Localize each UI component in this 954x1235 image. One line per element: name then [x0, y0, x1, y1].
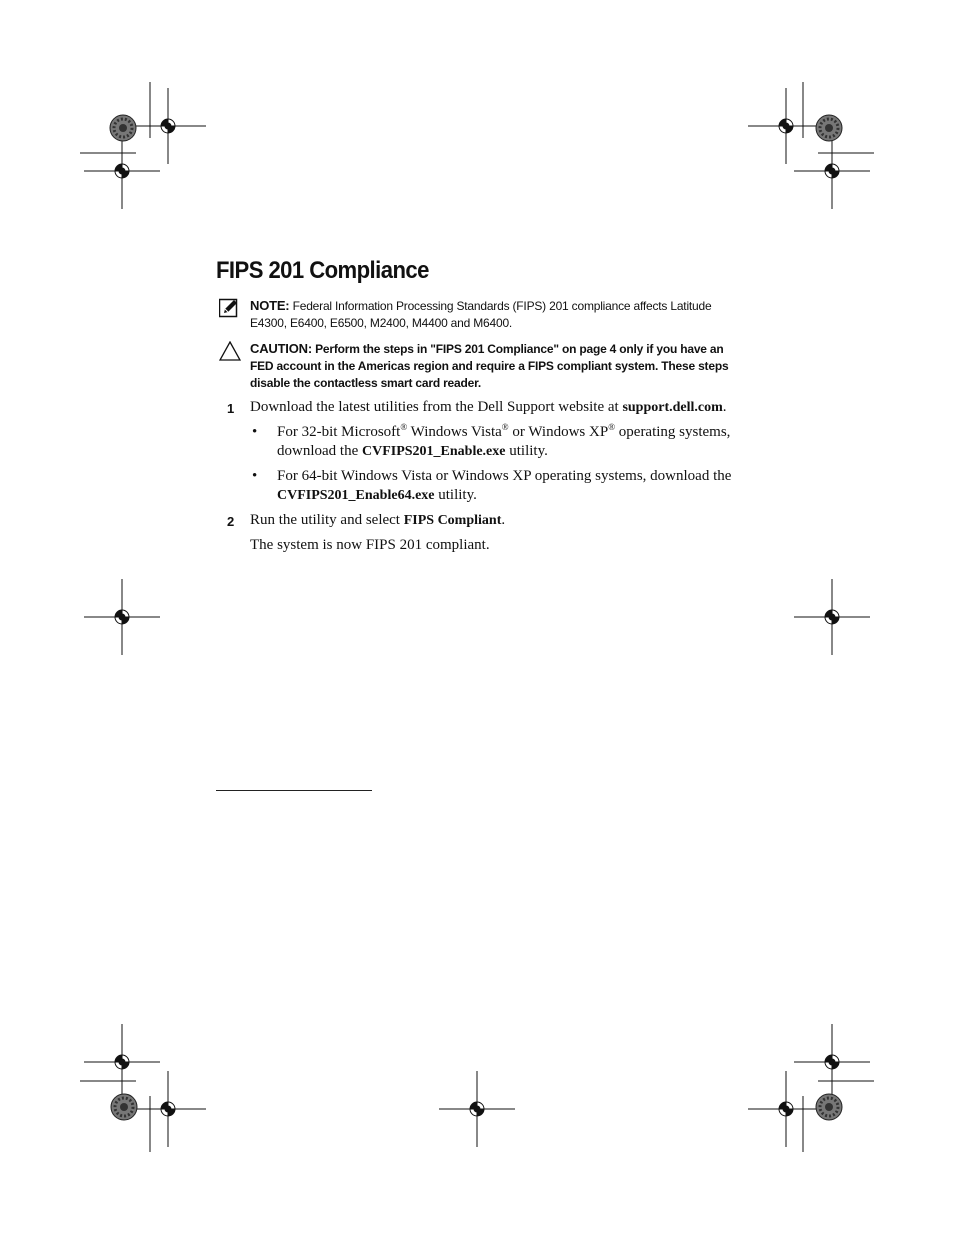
step-text-end: . [501, 512, 506, 528]
result-paragraph: The system is now FIPS 201 compliant. [250, 537, 490, 553]
bullet-64bit [216, 467, 746, 505]
bullet-text: utility. [434, 487, 477, 503]
caution-box [216, 340, 746, 392]
footnote-rule [216, 790, 372, 791]
bullet-text: For 64-bit Windows Vista or Windows XP operating systems, download the [277, 468, 732, 484]
caution-triangle-icon [219, 341, 241, 361]
registration-mark-top-left-a [130, 88, 206, 164]
note-pencil-icon [219, 298, 239, 318]
registration-mark-bottom-left-b [130, 1071, 206, 1147]
step-text-end: . [722, 399, 727, 415]
page-content [216, 256, 746, 555]
registration-mark-middle-left [84, 579, 160, 655]
bullet-32bit [216, 423, 746, 461]
color-bar-bottom-right [816, 1094, 842, 1120]
step-text: Download the latest utilities from the Dell Support website at [250, 399, 619, 415]
step-number: 1 [227, 401, 235, 416]
utility-filename-32: CVFIPS201_Enable.exe [361, 444, 506, 459]
step-1 [216, 398, 746, 417]
registration-mark-bottom-left-a [84, 1024, 160, 1100]
registration-mark-middle-right [794, 579, 870, 655]
registration-mark-top-right-b [794, 133, 870, 209]
color-bar-top-right [816, 115, 842, 141]
bullet-text: For 32-bit Microsoft [277, 424, 401, 440]
note-text: Federal Information Processing Standards (FIPS) 201 compliance affects Latitude E4300, E6400, E6500, M2400, M4400 and M6400. [250, 299, 712, 330]
bullet-text: or Windows XP [508, 424, 609, 440]
page-title: FIPS 201 Compliance [216, 257, 429, 284]
color-bar-top-left [110, 115, 136, 141]
bullet-text: Windows Vista [407, 424, 502, 440]
step-number: 2 [227, 514, 235, 529]
steps-list [216, 398, 746, 555]
bullet-dot: • [252, 424, 258, 440]
support-link[interactable]: support.dell.com [622, 400, 723, 415]
color-bar-bottom-left [111, 1094, 137, 1120]
registration-mark-bottom-center [439, 1071, 515, 1147]
caution-text: Perform the steps in "FIPS 201 Compliance" on page 4 only if you have an FED account in the Americas region and require a FIPS compliant system. These steps disable the contactless smart card reader. [250, 342, 729, 390]
registration-mark-bottom-right-b [748, 1071, 824, 1147]
bullet-dot: • [252, 468, 258, 484]
registration-mark-top-left-b [84, 133, 160, 209]
note-box [216, 297, 746, 332]
step-text: Run the utility and select [250, 512, 400, 528]
registered-mark: ® [400, 422, 408, 432]
registered-mark: ® [608, 422, 616, 432]
registration-mark-bottom-right-a [794, 1024, 870, 1100]
note-label: NOTE: [250, 298, 290, 313]
bullet-text: operating systems, download the [277, 424, 731, 459]
bullet-text: utility. [505, 443, 548, 459]
registered-mark: ® [501, 422, 509, 432]
utility-filename-64: CVFIPS201_Enable64.exe [277, 488, 435, 503]
fips-compliant-option: FIPS Compliant [403, 513, 502, 528]
registration-mark-top-right-a [748, 88, 824, 164]
caution-label: CAUTION: [250, 341, 312, 356]
step-2 [216, 511, 746, 530]
